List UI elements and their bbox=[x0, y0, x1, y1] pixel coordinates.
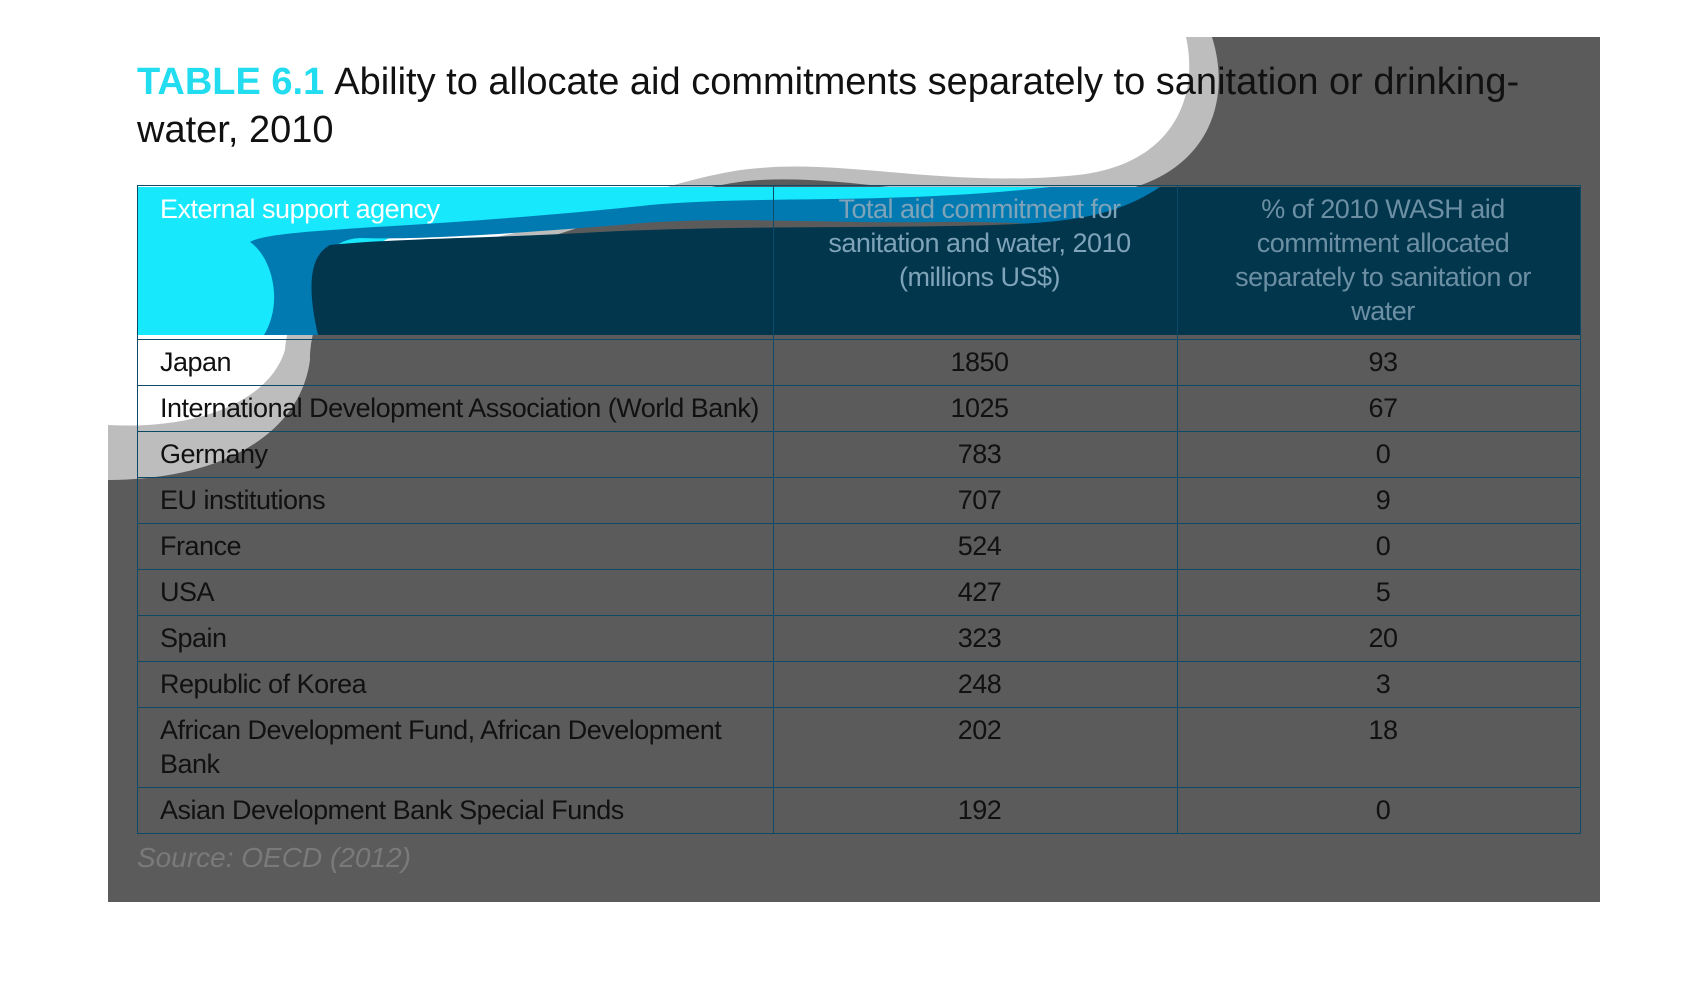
agency-cell: Asian Development Bank Special Funds bbox=[138, 788, 774, 834]
percent-cell: 0 bbox=[1178, 432, 1581, 478]
percent-cell: 93 bbox=[1178, 340, 1581, 386]
agency-cell: African Development Fund, African Development Bank bbox=[138, 708, 774, 788]
header-percent-allocated: % of 2010 WASH aid commitment allocated separately to sanitation or water bbox=[1178, 186, 1581, 340]
agency-cell: Spain bbox=[138, 616, 774, 662]
total-cell: 1025 bbox=[774, 386, 1178, 432]
table-row bbox=[138, 340, 1581, 386]
page-title bbox=[137, 58, 1597, 154]
agency-cell: Republic of Korea bbox=[138, 662, 774, 708]
total-cell: 1850 bbox=[774, 340, 1178, 386]
agency-cell: USA bbox=[138, 570, 774, 616]
table-row bbox=[138, 570, 1581, 616]
table-title-text: Ability to allocate aid commitments separately to sanitation or drinking-water, 2010 bbox=[137, 61, 1520, 151]
percent-cell: 3 bbox=[1178, 662, 1581, 708]
source-note: Source: OECD (2012) bbox=[137, 842, 411, 873]
total-cell: 783 bbox=[774, 432, 1178, 478]
total-cell: 524 bbox=[774, 524, 1178, 570]
total-cell: 707 bbox=[774, 478, 1178, 524]
agency-cell: Japan bbox=[138, 340, 774, 386]
total-cell: 427 bbox=[774, 570, 1178, 616]
table-row bbox=[138, 432, 1581, 478]
table-row bbox=[138, 478, 1581, 524]
percent-cell: 20 bbox=[1178, 616, 1581, 662]
agency-cell: EU institutions bbox=[138, 478, 774, 524]
table-row bbox=[138, 386, 1581, 432]
percent-cell: 9 bbox=[1178, 478, 1581, 524]
total-cell: 202 bbox=[774, 708, 1178, 788]
percent-cell: 18 bbox=[1178, 708, 1581, 788]
percent-cell: 5 bbox=[1178, 570, 1581, 616]
table-number-label: TABLE 6.1 bbox=[137, 61, 325, 103]
percent-cell: 67 bbox=[1178, 386, 1581, 432]
header-agency: External support agency bbox=[138, 186, 774, 340]
table-header-row bbox=[138, 186, 1581, 340]
total-cell: 248 bbox=[774, 662, 1178, 708]
data-table-container bbox=[137, 185, 1580, 834]
agency-cell: France bbox=[138, 524, 774, 570]
table-row bbox=[138, 708, 1581, 788]
percent-cell: 0 bbox=[1178, 524, 1581, 570]
data-table bbox=[137, 185, 1581, 834]
header-total-commitment: Total aid commitment for sanitation and water, 2010 (millions US$) bbox=[774, 186, 1178, 340]
table-row bbox=[138, 524, 1581, 570]
table-row bbox=[138, 788, 1581, 834]
table-row bbox=[138, 662, 1581, 708]
table-row bbox=[138, 616, 1581, 662]
agency-cell: Germany bbox=[138, 432, 774, 478]
total-cell: 323 bbox=[774, 616, 1178, 662]
total-cell: 192 bbox=[774, 788, 1178, 834]
agency-cell: International Development Association (World Bank) bbox=[138, 386, 774, 432]
percent-cell: 0 bbox=[1178, 788, 1581, 834]
